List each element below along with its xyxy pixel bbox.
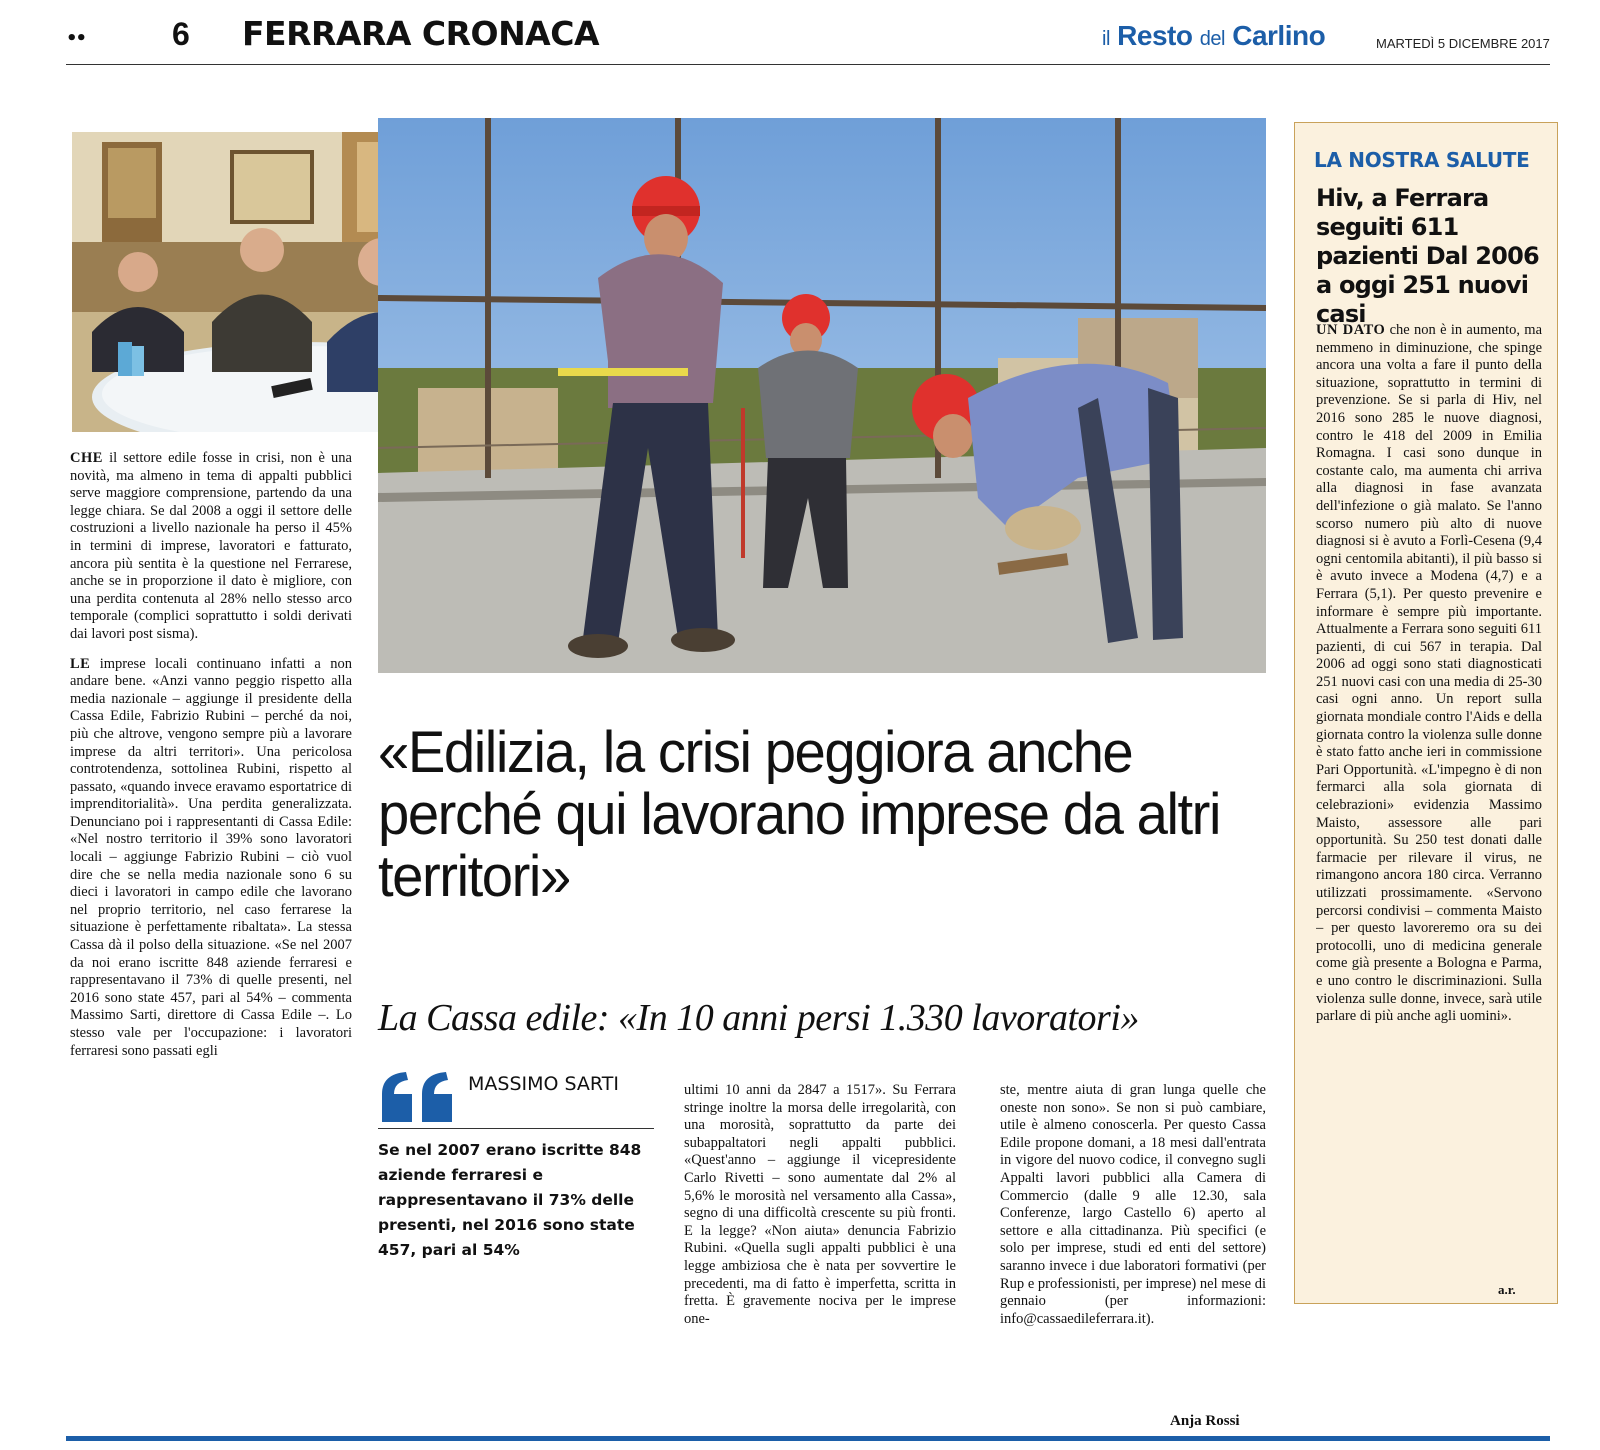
issue-date: MARTEDÌ 5 DICEMBRE 2017 — [1376, 36, 1550, 51]
sidebar-body — [1316, 322, 1542, 1282]
article-headline: «Edilizia, la crisi peggiora anche perché qui lavorano imprese da altri territori» — [378, 720, 1221, 909]
article-column-1 — [70, 450, 352, 1430]
quote-text: Se nel 2007 erano iscritte 848 aziende ferraresi e rappresentavano il 73% delle presenti, nel 2016 sono state 457, pari al 54% — [378, 1141, 642, 1259]
sidebar-kicker: LA NOSTRA SALUTE — [1314, 148, 1530, 172]
sidebar-text: che non è in aumento, ma nemmeno in diminuzione, che spinge ancora una volta a fare il punto della situazione, soprattutto in termini di prevenzione. Se si parla di Hiv, nel 2016 sono 285 le nuove diagnosi, contro le 418 del 2009 in Emilia Romagna. I casi sono dunque in costante calo, ma aumenta chi arriva alla diagnosi in fase avanzata dell'infezione o già malato. Se l'anno scorso numero più alto di nuove diagnosi si è avuto a Forlì-Cesena (9,4 ogni centomila abitanti), il più basso si è avuto invece a Modena (4,7) e a Ferrara (5,1). Per questo prevenire e informare è sempre più importante. Attualmente a Ferrara sono seguiti 611 pazienti, di cui 567 in terapia. Dal 2006 ad oggi sono stati diagnosticati 251 nuovi casi con una media di 25-30 casi ogni anno. Un report sulla giornata mondiale contro l'Aids e della giornata contro la violenza sulle donne è stato fatto anche ieri in commissione Pari Opportunità. «L'impegno è di non fermarci alla sola giornata di celebrazioni» evidenzia Massimo Maisto, assessore alle pari opportunità. Su 250 test donati dalle farmacie per rilevare il virus, ne rimangono ancora 180 circa. Verranno utilizzati prossimamente. «Servono percorsi condivisi – commenta Maisto – per questo lavoreremo ora su dei protocolli, uno di medicina generale come già presente a Bologna e Parma, e uno contro le discriminazioni. Sulla violenza sulle donne, invece, sarà utile parlare di più anche agli uomini». — [1316, 322, 1542, 1025]
article-paragraph-1 — [70, 450, 352, 644]
section-title: FERRARA CRONACA — [242, 14, 599, 53]
article-byline: Anja Rossi — [1170, 1413, 1240, 1429]
masthead-il: il — [1102, 28, 1110, 50]
masthead-carlino: Carlino — [1232, 20, 1326, 51]
article-column-3: ste, mentre aiuta di gran lunga quelle che oneste non sono». Se non si può cambiare, utile è almeno conoscerla. Per questo Cassa Edile propone domani, a 18 mesi dall'entrata in vigore del nuovo codice, il convegno sugli Appalti lavori pubblici alla Camera di Commercio (dalle 9 alle 12.30, sala Conferenze, largo Castello 6) aperto al settore e alla cittadinanza. Più specifici (e solo per imprese, studi ed enti del settore) saranno invece i due laboratori formativi (per Rup e professionisti, per imprese) nel mese di gennaio (per informazioni: info@cassaedileferrara.it). — [1000, 1082, 1266, 1327]
paragraph-text: imprese locali continuano infatti a non andare bene. «Anzi vanno peggio rispetto alla media nazionale – aggiunge il presidente della Cassa Edile, Fabrizio Rubini – perché da noi, più che altrove, vengono sempre più a lavorare imprese da altri territori». Una pericolosa controtendenza, sottolinea Rubini, rispetto al passato, «quando invece eravamo esportatrice di imprenditorialità». Una perdita generalizzata. Denunciano poi i rappresentanti di Cassa Edile: «Nel nostro territorio il 39% sono lavoratori locali – aggiunge Fabrizio Rubini – ciò vuol dire che se nella media nazionale sono 6 su dieci i lavoratori in campo edile che lavorano nel proprio territorio, nel caso ferrarese la situazione è perfettamente ribaltata». La stessa Cassa dà il polso della situazione. «Se nel 2007 da noi erano iscritte 848 aziende ferraresi e rappresentavano il 73% di quelle presenti, nel 2016 sono state 457, pari al 54% – commenta Massimo Sarti, direttore di Cassa Edile –. Lo stesso vale per l'occupazione: i lavoratori ferraresi sono passati egli — [70, 655, 352, 1059]
sidebar-signature: a.r. — [1498, 1282, 1516, 1297]
quote-author: MASSIMO SARTI — [468, 1073, 619, 1095]
masthead-resto: Resto — [1117, 20, 1193, 51]
newspaper-masthead — [1102, 20, 1325, 52]
article-paragraph-2 — [70, 656, 352, 1061]
paragraph-lead: CHE — [70, 450, 103, 466]
construction-photo — [378, 118, 1266, 673]
sidebar-lead: UN DATO — [1316, 322, 1386, 338]
paragraph-lead: LE — [70, 655, 91, 672]
article-column-2: ultimi 10 anni da 2847 a 1517». Su Ferrara stringe inoltre la morsa delle irregolarità, con una morosità, soprattutto da parte dei subappaltatori negli appalti pubblici. «Quest'anno – aggiunge il vicepresidente Carlo Rivetti – sono aumentate dal 2% al 5,6% le morosità nel versamento alla Cassa», segno di una difficoltà crescente su più fronti. E la legge? «Non aiuta» denuncia Fabrizio Rubini. «Quella sugli appalti pubblici è una legge ambiziosa che è nata per sovvertire le precedenti, ma di fatto è imperfetta, scritta in fretta. È gravemente nociva per le imprese one- — [684, 1082, 956, 1327]
paragraph-text: il settore edile fosse in crisi, non è una novità, ma almeno in tema di appalti pubblici serve maggiore comprensione, partendo da una legge chiara. Se dal 2008 a oggi il settore delle costruzioni a livello nazionale ha perso il 45% in termini di imprese, lavoratori e fatturato, ancora più sentita è la questione nel Ferrarese, anche se in proporzione il dato è migliore, con una perdita contenuta al 28% nello stesso arco temporale (complici soprattutto i soldi derivati dai lavori post sisma). — [70, 450, 352, 642]
page-marker-dots: •• — [66, 28, 86, 49]
sidebar-headline: Hiv, a Ferrara seguiti 611 pazienti Dal 2006 a oggi 251 nuovi casi — [1316, 184, 1539, 328]
quote-divider — [378, 1128, 654, 1129]
masthead-del: del — [1199, 28, 1225, 50]
construction-illustration — [378, 118, 1266, 673]
quote-icon — [378, 1070, 458, 1129]
header-rule — [66, 64, 1550, 65]
footer-rule — [66, 1436, 1550, 1441]
article-subtitle: La Cassa edile: «In 10 anni persi 1.330 lavoratori» — [378, 997, 1139, 1039]
page-number: 6 — [172, 16, 190, 52]
